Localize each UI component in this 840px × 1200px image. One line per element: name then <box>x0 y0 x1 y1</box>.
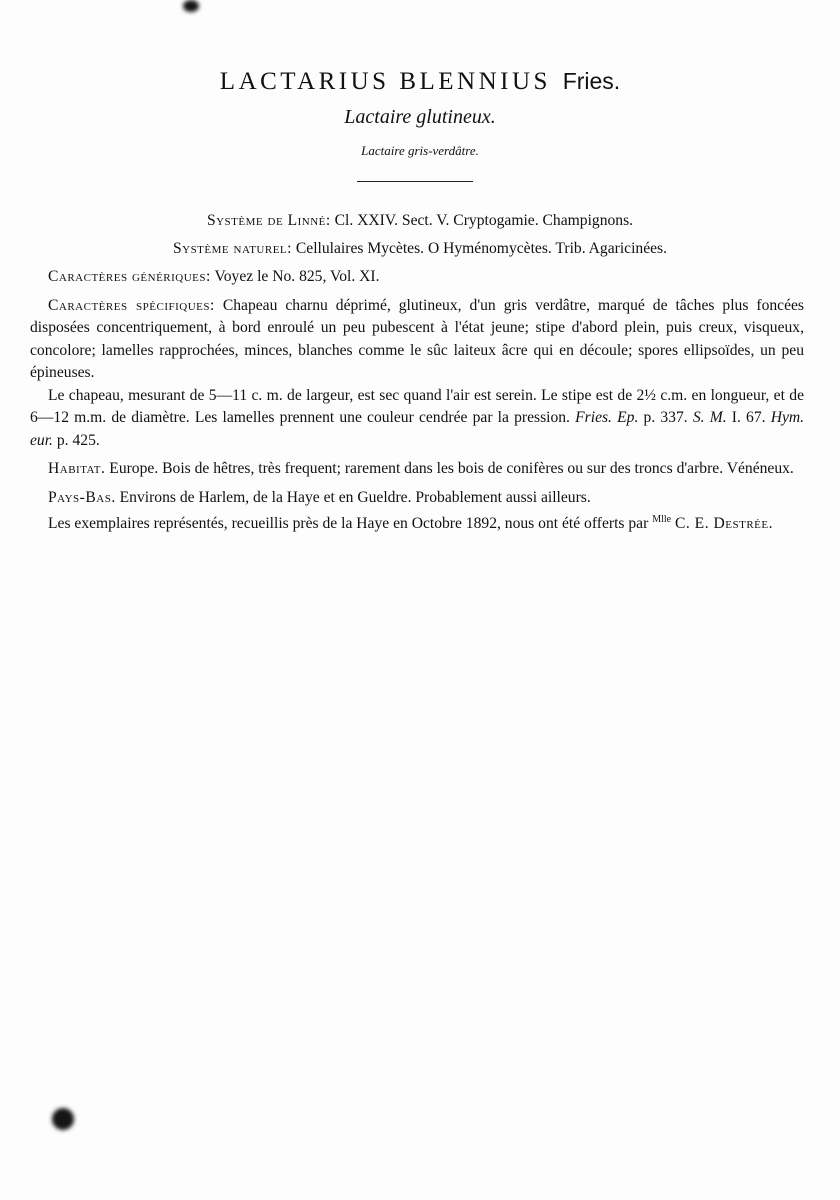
generic-label: Caractères génériques: <box>48 268 211 285</box>
reference-2: S. M. <box>692 409 727 426</box>
generic-characters <box>30 266 804 289</box>
netherlands-label: Pays-Bas. <box>48 488 116 506</box>
natural-system-line <box>0 240 840 258</box>
description-text: Le chapeau, mesurant de 5—11 c. m. de largeur, est sec quand l'air est serein. Le stipe est de 2½ c.m. en longueur, et de 6—12 m.m. de diamètre. Les lamelles prennent une couleur cendrée par la pression. <box>30 386 804 426</box>
species-name: LACTARIUS BLENNIUS <box>219 68 551 95</box>
specific-characters <box>30 295 804 385</box>
donor-title: Mlle <box>652 514 672 525</box>
linne-label: Système de Linné: <box>206 212 331 229</box>
specific-label: Caractères spécifiques: <box>48 296 215 314</box>
body-text <box>30 266 804 536</box>
specific-text: Chapeau charnu déprimé, glutineux, d'un gris verdâtre, marqué de tâches plus foncées disposées concentriquement, à bord enroulé un peu pubescent à l'état jeune; stipe d'abord plein, puis creux, visqueux, concolore; lamelles rapprochées, minces, blanches comme le sûc laiteux âcre qui en découle; spores ellipsoïdes, un peu épineuses. <box>30 296 805 381</box>
linne-system-line <box>0 212 840 230</box>
specimens-paragraph <box>30 509 804 536</box>
netherlands-paragraph <box>30 487 804 510</box>
alternate-common-name: Lactaire gris-verdâtre. <box>361 143 479 158</box>
netherlands-text: Environs de Harlem, de la Haye et en Gueldre. Probablement aussi ailleurs. <box>119 488 591 506</box>
page-title <box>0 68 840 96</box>
linne-text: Cl. XXIV. Sect. V. Cryptogamie. Champignons. <box>334 212 634 229</box>
ink-smudge <box>52 1108 74 1130</box>
ink-smudge <box>183 0 199 12</box>
naturel-label: Système naturel: <box>172 240 292 257</box>
generic-text: Voyez le No. 825, Vol. XI. <box>214 268 380 285</box>
specimens-text: Les exemplaires représentés, recueillis près de la Haye en Octobre 1892, nous ont été offerts par <box>48 515 649 533</box>
reference-1-page: p. 337. <box>643 409 688 426</box>
donor-name: C. E. Destrée. <box>674 515 773 533</box>
reference-3: Hym. eur. <box>30 409 805 449</box>
habitat-text: Europe. Bois de hêtres, très frequent; rarement dans les bois de conifères ou sur des troncs d'arbre. Vénéneux. <box>109 460 794 477</box>
naturel-text: Cellulaires Mycètes. O Hyménomycètes. Trib. Agaricinées. <box>295 240 668 257</box>
reference-3-page: p. 425. <box>56 431 100 449</box>
french-common-name: Lactaire glutineux. <box>344 106 496 128</box>
species-author: Fries. <box>562 68 621 94</box>
reference-2-page: I. 67. <box>731 409 766 426</box>
reference-1: Fries. Ep. <box>575 409 639 426</box>
habitat-label: Habitat. <box>48 460 106 477</box>
description-paragraph <box>30 385 804 453</box>
habitat-paragraph <box>30 458 804 481</box>
title-divider <box>357 181 473 182</box>
